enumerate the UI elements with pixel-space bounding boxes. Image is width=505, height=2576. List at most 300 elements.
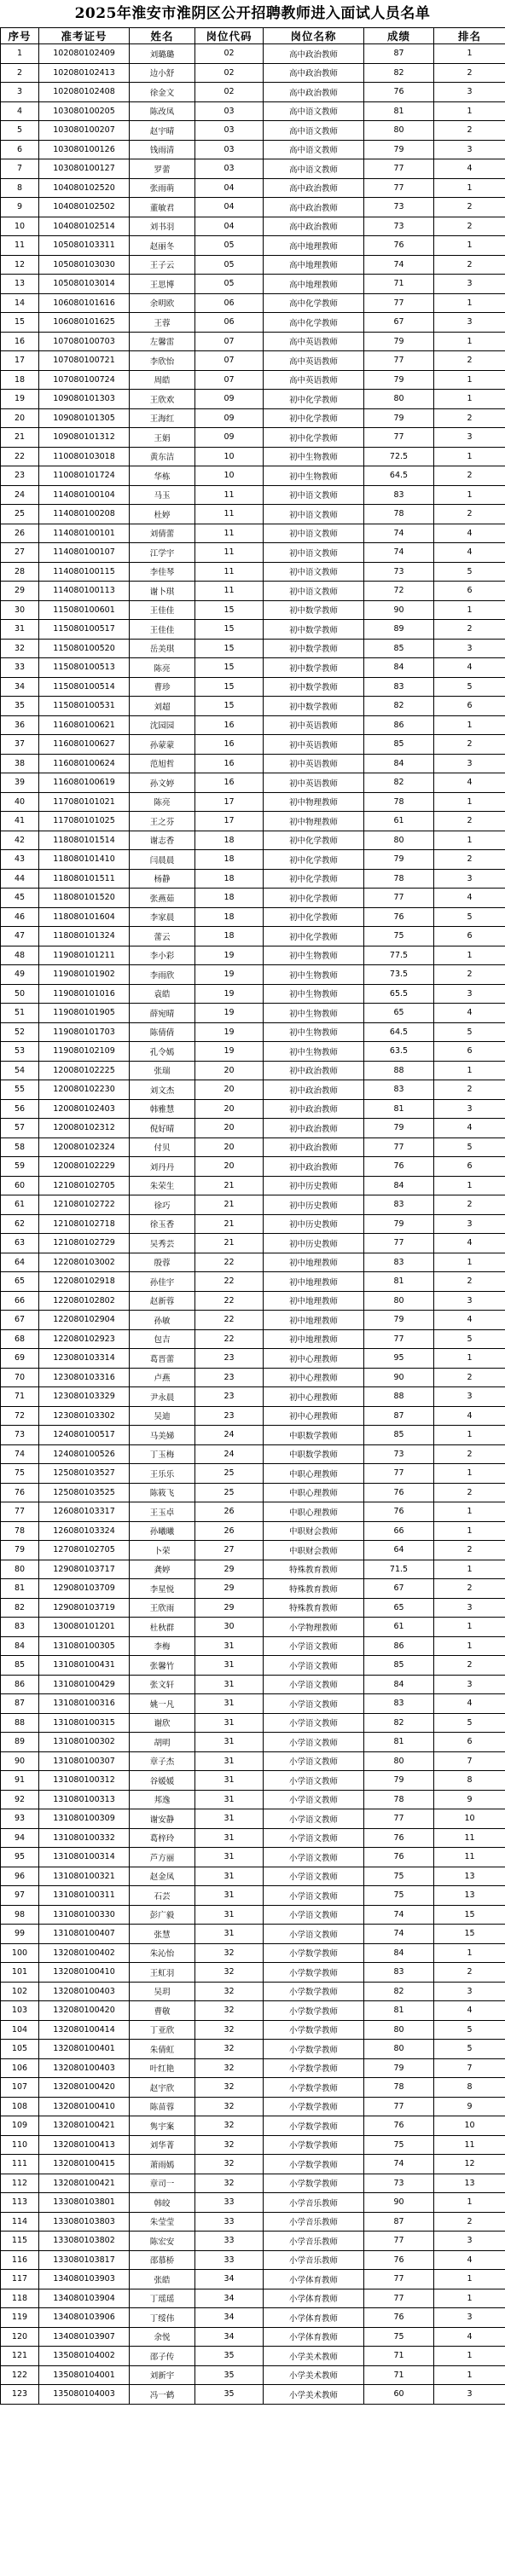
cell-name: 韩雅慧 — [130, 1099, 195, 1119]
cell-position-name: 小学数学教师 — [264, 2174, 364, 2193]
cell-rank: 9 — [434, 1790, 505, 1809]
cell-position-name: 初中数学教师 — [264, 600, 364, 620]
cell-name: 张馨竹 — [130, 1656, 195, 1676]
cell-number: 26 — [1, 524, 39, 543]
cell-position-name: 初中语文教师 — [264, 524, 364, 543]
cell-rank: 1 — [434, 485, 505, 505]
table-row — [1, 1867, 505, 1886]
cell-score: 80 — [364, 1751, 434, 1771]
cell-rank: 1 — [434, 1176, 505, 1195]
cell-position-name: 小学音乐教师 — [264, 2212, 364, 2232]
cell-position-code: 31 — [195, 1636, 264, 1656]
cell-position-name: 初中政治教师 — [264, 1080, 364, 1100]
cell-exam-id: 132080100410 — [39, 1963, 130, 1983]
cell-position-code: 05 — [195, 255, 264, 275]
cell-rank: 4 — [434, 159, 505, 179]
table-row — [1, 2040, 505, 2059]
header-score: 成绩 — [364, 28, 434, 44]
cell-position-name: 初中语文教师 — [264, 562, 364, 582]
cell-rank: 1 — [434, 390, 505, 409]
cell-number: 67 — [1, 1311, 39, 1330]
cell-rank: 1 — [434, 1464, 505, 1484]
cell-position-name: 小学语文教师 — [264, 1771, 364, 1791]
cell-exam-id: 105080103311 — [39, 236, 130, 256]
cell-position-code: 23 — [195, 1368, 264, 1387]
cell-number: 7 — [1, 159, 39, 179]
cell-position-name: 初中语文教师 — [264, 485, 364, 505]
cell-number: 45 — [1, 889, 39, 908]
cell-position-code: 31 — [195, 1771, 264, 1791]
cell-rank: 5 — [434, 2040, 505, 2059]
cell-position-code: 19 — [195, 1042, 264, 1062]
cell-rank: 3 — [434, 2385, 505, 2405]
table-row — [1, 313, 505, 333]
cell-score: 84 — [364, 658, 434, 678]
table-row — [1, 332, 505, 351]
cell-position-name: 高中政治教师 — [264, 63, 364, 83]
cell-position-name: 高中化学教师 — [264, 293, 364, 313]
cell-score: 77 — [364, 1329, 434, 1349]
cell-exam-id: 115080100601 — [39, 600, 130, 620]
cell-score: 65 — [364, 1004, 434, 1023]
cell-score: 87 — [364, 2212, 434, 2232]
cell-number: 29 — [1, 582, 39, 601]
cell-exam-id: 124080100526 — [39, 1444, 130, 1464]
cell-score: 77.5 — [364, 946, 434, 965]
cell-exam-id: 102080102413 — [39, 63, 130, 83]
cell-exam-id: 132080100415 — [39, 2155, 130, 2174]
cell-position-name: 小学语文教师 — [264, 1809, 364, 1829]
cell-position-name: 小学数学教师 — [264, 2078, 364, 2098]
cell-position-name: 小学语文教师 — [264, 1790, 364, 1809]
header-row — [1, 28, 505, 44]
table-row — [1, 2116, 505, 2136]
cell-position-code: 15 — [195, 697, 264, 716]
cell-number: 94 — [1, 1828, 39, 1848]
table-row — [1, 370, 505, 390]
cell-score: 79 — [364, 1311, 434, 1330]
cell-position-name: 初中英语教师 — [264, 735, 364, 755]
cell-exam-id: 116080100624 — [39, 754, 130, 773]
cell-rank: 3 — [434, 1387, 505, 1407]
cell-name: 王佳佳 — [130, 620, 195, 640]
cell-name: 徐巧 — [130, 1195, 195, 1215]
cell-number: 107 — [1, 2078, 39, 2098]
cell-position-code: 31 — [195, 1694, 264, 1714]
table-row — [1, 1272, 505, 1292]
cell-number: 18 — [1, 370, 39, 390]
cell-number: 48 — [1, 946, 39, 965]
cell-position-code: 03 — [195, 121, 264, 141]
cell-exam-id: 122080102918 — [39, 1272, 130, 1292]
cell-exam-id: 132080100410 — [39, 2097, 130, 2116]
cell-position-name: 高中英语教师 — [264, 351, 364, 371]
cell-number: 35 — [1, 697, 39, 716]
cell-exam-id: 106080101625 — [39, 313, 130, 333]
cell-score: 76 — [364, 1848, 434, 1867]
cell-exam-id: 10208010240​9 — [39, 44, 130, 64]
cell-exam-id: 131080100309 — [39, 1809, 130, 1829]
cell-rank: 1 — [434, 2193, 505, 2213]
cell-exam-id: 114080100107 — [39, 543, 130, 563]
cell-number: 115 — [1, 2232, 39, 2251]
cell-score: 90 — [364, 600, 434, 620]
table-row — [1, 1790, 505, 1809]
cell-rank: 2 — [434, 1656, 505, 1676]
cell-rank: 1 — [434, 1618, 505, 1637]
cell-position-code: 32 — [195, 2058, 264, 2078]
cell-position-code: 22 — [195, 1253, 264, 1272]
table-row — [1, 1387, 505, 1407]
table-row — [1, 1771, 505, 1791]
cell-position-code: 11 — [195, 505, 264, 524]
cell-exam-id: 115080100520 — [39, 639, 130, 658]
cell-position-code: 10 — [195, 466, 264, 486]
cell-exam-id: 122080103002 — [39, 1253, 130, 1272]
table-row — [1, 1444, 505, 1464]
table-header — [1, 28, 505, 44]
cell-number: 83 — [1, 1618, 39, 1637]
table-row — [1, 275, 505, 294]
cell-score: 73 — [364, 217, 434, 236]
cell-position-name: 小学数学教师 — [264, 2058, 364, 2078]
cell-score: 76 — [364, 907, 434, 927]
cell-name: 王欣欢 — [130, 390, 195, 409]
cell-position-code: 04 — [195, 217, 264, 236]
cell-score: 74 — [364, 1925, 434, 1944]
cell-position-code: 25 — [195, 1483, 264, 1502]
cell-score: 88 — [364, 1061, 434, 1080]
cell-exam-id: 119080101016 — [39, 984, 130, 1004]
cell-exam-id: 129080103709 — [39, 1579, 130, 1599]
cell-name: 张雨萌 — [130, 178, 195, 198]
cell-name: 范旭哲 — [130, 754, 195, 773]
cell-score: 84 — [364, 1943, 434, 1963]
cell-score: 75 — [364, 2135, 434, 2155]
cell-number: 95 — [1, 1848, 39, 1867]
table-row — [1, 1119, 505, 1138]
cell-position-name: 初中生物教师 — [264, 984, 364, 1004]
cell-name: 赵宇晴 — [130, 121, 195, 141]
table-row — [1, 658, 505, 678]
cell-rank: 5 — [434, 1022, 505, 1042]
cell-position-code: 07 — [195, 370, 264, 390]
cell-position-code: 09 — [195, 390, 264, 409]
cell-name: 丁瑶瑶 — [130, 2289, 195, 2308]
cell-score: 78 — [364, 2078, 434, 2098]
cell-position-code: 03 — [195, 101, 264, 121]
cell-position-code: 15 — [195, 639, 264, 658]
cell-number: 32 — [1, 639, 39, 658]
cell-score: 80 — [364, 2020, 434, 2040]
cell-number: 22 — [1, 447, 39, 466]
cell-score: 64.5 — [364, 466, 434, 486]
cell-score: 85 — [364, 735, 434, 755]
cell-rank: 4 — [434, 1119, 505, 1138]
cell-rank: 2 — [434, 1444, 505, 1464]
table-row — [1, 1618, 505, 1637]
cell-position-code: 32 — [195, 2174, 264, 2193]
cell-position-name: 初中化学教师 — [264, 869, 364, 889]
cell-exam-id: 132080100403 — [39, 1982, 130, 2001]
cell-name: 龚婷 — [130, 1560, 195, 1579]
cell-score: 71 — [364, 2347, 434, 2366]
cell-rank: 1 — [434, 370, 505, 390]
table-row — [1, 620, 505, 640]
cell-position-name: 初中化学教师 — [264, 907, 364, 927]
cell-score: 79 — [364, 1119, 434, 1138]
cell-exam-id: 120080102229 — [39, 1157, 130, 1177]
table-row — [1, 1579, 505, 1599]
cell-number: 61 — [1, 1195, 39, 1215]
cell-score: 66 — [364, 1521, 434, 1541]
cell-position-name: 初中生物教师 — [264, 466, 364, 486]
cell-position-code: 17 — [195, 792, 264, 812]
cell-score: 83 — [364, 485, 434, 505]
cell-position-name: 初中数学教师 — [264, 697, 364, 716]
cell-position-name: 初中心理教师 — [264, 1368, 364, 1387]
cell-score: 78 — [364, 869, 434, 889]
cell-rank: 5 — [434, 677, 505, 697]
cell-number: 72 — [1, 1406, 39, 1426]
cell-number: 90 — [1, 1751, 39, 1771]
cell-rank: 2 — [434, 63, 505, 83]
table-row — [1, 255, 505, 275]
cell-number: 105 — [1, 2040, 39, 2059]
cell-name: 王玉卓 — [130, 1502, 195, 1522]
cell-number: 76 — [1, 1483, 39, 1502]
cell-score: 72 — [364, 582, 434, 601]
cell-name: 刘丹丹 — [130, 1157, 195, 1177]
cell-score: 73 — [364, 1444, 434, 1464]
cell-exam-id: 131080100302 — [39, 1733, 130, 1752]
table-row — [1, 984, 505, 1004]
cell-score: 81 — [364, 1099, 434, 1119]
cell-position-name: 小学语文教师 — [264, 1694, 364, 1714]
cell-number: 41 — [1, 812, 39, 831]
cell-position-name: 小学语文教师 — [264, 1636, 364, 1656]
table-row — [1, 946, 505, 965]
table-row — [1, 2020, 505, 2040]
cell-name: 赵宇欣 — [130, 2078, 195, 2098]
cell-name: 谢卜琪 — [130, 582, 195, 601]
cell-position-name: 小学数学教师 — [264, 2001, 364, 2021]
cell-score: 74 — [364, 543, 434, 563]
cell-score: 74 — [364, 1905, 434, 1925]
cell-position-code: 32 — [195, 2155, 264, 2174]
cell-position-code: 23 — [195, 1349, 264, 1369]
cell-name: 孙敏 — [130, 1311, 195, 1330]
cell-position-name: 特殊教育教师 — [264, 1560, 364, 1579]
cell-rank: 3 — [434, 83, 505, 102]
cell-name: 孔令嫣 — [130, 1042, 195, 1062]
cell-position-code: 20 — [195, 1099, 264, 1119]
cell-position-name: 初中化学教师 — [264, 927, 364, 946]
cell-name: 萧雨嫣 — [130, 2155, 195, 2174]
cell-name: 孙文婷 — [130, 773, 195, 793]
cell-position-name: 小学语文教师 — [264, 1925, 364, 1944]
table-row — [1, 2270, 505, 2289]
cell-position-code: 29 — [195, 1579, 264, 1599]
cell-position-code: 33 — [195, 2212, 264, 2232]
cell-position-code: 11 — [195, 485, 264, 505]
cell-name: 薛宛晴 — [130, 1004, 195, 1023]
cell-number: 27 — [1, 543, 39, 563]
table-row — [1, 2001, 505, 2021]
table-row — [1, 390, 505, 409]
cell-rank: 10 — [434, 1809, 505, 1829]
cell-rank: 1 — [434, 1521, 505, 1541]
cell-exam-id: 133080103803 — [39, 2212, 130, 2232]
cell-score: 83 — [364, 1253, 434, 1272]
cell-exam-id: 131080100321 — [39, 1867, 130, 1886]
cell-number: 104 — [1, 2020, 39, 2040]
cell-number: 24 — [1, 485, 39, 505]
cell-number: 88 — [1, 1713, 39, 1733]
cell-number: 117 — [1, 2270, 39, 2289]
table-row — [1, 121, 505, 141]
cell-rank: 1 — [434, 1502, 505, 1522]
cell-position-code: 16 — [195, 715, 264, 735]
cell-score: 76 — [364, 2250, 434, 2270]
cell-number: 54 — [1, 1061, 39, 1080]
cell-rank: 3 — [434, 1214, 505, 1234]
cell-name: 曹敬 — [130, 2001, 195, 2021]
cell-exam-id: 122080102802 — [39, 1291, 130, 1311]
cell-exam-id: 114080100208 — [39, 505, 130, 524]
cell-position-name: 初中生物教师 — [264, 946, 364, 965]
cell-score: 64 — [364, 1541, 434, 1560]
cell-number: 110 — [1, 2135, 39, 2155]
table-row — [1, 1905, 505, 1925]
table-row — [1, 1636, 505, 1656]
cell-name: 刘倩蕾 — [130, 524, 195, 543]
cell-position-name: 中职数学教师 — [264, 1444, 364, 1464]
cell-score: 82 — [364, 697, 434, 716]
cell-position-code: 11 — [195, 562, 264, 582]
cell-position-name: 初中化学教师 — [264, 850, 364, 870]
cell-rank: 3 — [434, 869, 505, 889]
cell-exam-id: 132080100402 — [39, 1943, 130, 1963]
cell-position-name: 小学数学教师 — [264, 1963, 364, 1983]
cell-name: 刘华菁 — [130, 2135, 195, 2155]
cell-name: 王娟 — [130, 428, 195, 448]
cell-name: 章司一 — [130, 2174, 195, 2193]
cell-position-code: 35 — [195, 2365, 264, 2385]
cell-exam-id: 121080102705 — [39, 1176, 130, 1195]
cell-rank: 6 — [434, 927, 505, 946]
table-row — [1, 1137, 505, 1157]
cell-number: 20 — [1, 408, 39, 428]
cell-position-name: 高中政治教师 — [264, 44, 364, 64]
cell-number: 111 — [1, 2155, 39, 2174]
cell-number: 5 — [1, 121, 39, 141]
cell-position-name: 中职财会教师 — [264, 1541, 364, 1560]
cell-position-name: 高中语文教师 — [264, 101, 364, 121]
cell-name: 余悦 — [130, 2327, 195, 2347]
cell-position-name: 小学语文教师 — [264, 1905, 364, 1925]
cell-rank: 8 — [434, 2078, 505, 2098]
table-row — [1, 1925, 505, 1944]
cell-score: 78 — [364, 1790, 434, 1809]
cell-position-code: 20 — [195, 1061, 264, 1080]
cell-score: 74 — [364, 2155, 434, 2174]
cell-score: 73.5 — [364, 965, 434, 985]
cell-position-code: 15 — [195, 677, 264, 697]
cell-exam-id: 103080100207 — [39, 121, 130, 141]
cell-name: 葛梓玲 — [130, 1828, 195, 1848]
cell-name: 李佳琴 — [130, 562, 195, 582]
table-row — [1, 351, 505, 371]
cell-name: 芦方丽 — [130, 1848, 195, 1867]
cell-position-code: 22 — [195, 1272, 264, 1292]
cell-rank: 10 — [434, 2116, 505, 2136]
cell-number: 11 — [1, 236, 39, 256]
cell-name: 陈改凤 — [130, 101, 195, 121]
cell-exam-id: 118080101511 — [39, 869, 130, 889]
cell-position-code: 29 — [195, 1598, 264, 1618]
cell-number: 123 — [1, 2385, 39, 2405]
cell-position-name: 中职心理教师 — [264, 1502, 364, 1522]
cell-score: 79 — [364, 1214, 434, 1234]
cell-rank: 5 — [434, 2020, 505, 2040]
cell-position-code: 29 — [195, 1560, 264, 1579]
cell-name: 余明欧 — [130, 293, 195, 313]
table-row — [1, 1541, 505, 1560]
cell-position-code: 31 — [195, 1905, 264, 1925]
cell-score: 80 — [364, 2040, 434, 2059]
cell-position-name: 小学音乐教师 — [264, 2193, 364, 2213]
cell-number: 12 — [1, 255, 39, 275]
table-row — [1, 792, 505, 812]
cell-rank: 2 — [434, 466, 505, 486]
cell-exam-id: 131080100307 — [39, 1751, 130, 1771]
table-row — [1, 1675, 505, 1694]
cell-position-name: 高中地理教师 — [264, 275, 364, 294]
cell-score: 82 — [364, 63, 434, 83]
cell-exam-id: 131080100305 — [39, 1636, 130, 1656]
cell-position-code: 11 — [195, 543, 264, 563]
cell-exam-id: 130080101201 — [39, 1618, 130, 1637]
cell-rank: 5 — [434, 907, 505, 927]
cell-score: 84 — [364, 1176, 434, 1195]
cell-number: 101 — [1, 1963, 39, 1983]
cell-score: 61 — [364, 1618, 434, 1637]
cell-exam-id: 121080102729 — [39, 1234, 130, 1253]
cell-name: 黄东洁 — [130, 447, 195, 466]
cell-position-name: 高中地理教师 — [264, 236, 364, 256]
cell-number: 34 — [1, 677, 39, 697]
cell-number: 17 — [1, 351, 39, 371]
cell-name: 董敏君 — [130, 198, 195, 217]
cell-number: 71 — [1, 1387, 39, 1407]
cell-exam-id: 114080100115 — [39, 562, 130, 582]
cell-name: 殷蓉 — [130, 1253, 195, 1272]
cell-number: 30 — [1, 600, 39, 620]
cell-name: 包吉 — [130, 1329, 195, 1349]
cell-number: 80 — [1, 1560, 39, 1579]
cell-name: 马美娣 — [130, 1426, 195, 1445]
cell-rank: 2 — [434, 1195, 505, 1215]
cell-position-name: 中职数学教师 — [264, 1426, 364, 1445]
cell-score: 71 — [364, 275, 434, 294]
cell-position-name: 小学体育教师 — [264, 2327, 364, 2347]
cell-name: 马玉 — [130, 485, 195, 505]
cell-rank: 1 — [434, 1253, 505, 1272]
cell-score: 77 — [364, 428, 434, 448]
cell-exam-id: 119080101905 — [39, 1004, 130, 1023]
cell-exam-id: 123080103316 — [39, 1368, 130, 1387]
